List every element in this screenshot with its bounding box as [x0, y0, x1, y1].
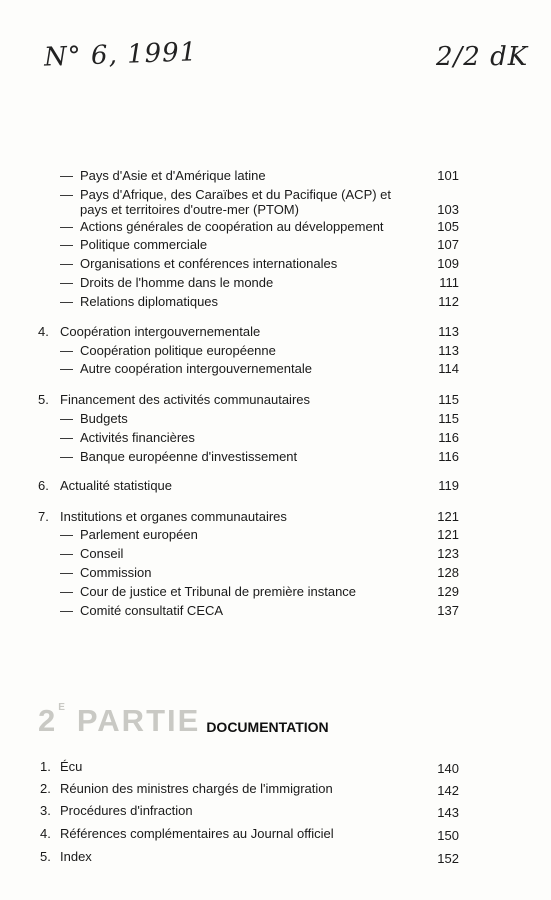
- doc-item-text: Procédures d'infraction: [60, 803, 193, 818]
- toc-item-page: 123: [437, 546, 459, 561]
- section-page: 113: [438, 324, 459, 339]
- toc-item-text: Activités financières: [80, 430, 195, 445]
- toc-item-page: 103: [437, 202, 459, 217]
- dash: —: [60, 603, 73, 618]
- handwritten-page-mark: 2/2 dK: [436, 42, 529, 72]
- dash: —: [60, 219, 73, 234]
- section-number: 5.: [38, 392, 49, 407]
- toc-item-text: Pays d'Asie et d'Amérique latine: [80, 168, 266, 183]
- doc-item-page: 142: [437, 783, 459, 798]
- toc-item-text: Organisations et conférences internationales: [80, 256, 338, 271]
- dash: —: [60, 527, 73, 542]
- section-title: Financement des activités communautaires: [60, 392, 311, 407]
- toc-item-text: Autre coopération intergouvernementale: [80, 361, 312, 376]
- dash: —: [60, 430, 73, 445]
- toc-item-page: 116: [438, 430, 459, 445]
- toc-item-text: Relations diplomatiques: [80, 294, 219, 309]
- dash: —: [60, 343, 73, 358]
- toc-item-page: 121: [437, 527, 459, 542]
- toc-item-text: Conseil: [80, 546, 124, 561]
- section-number: 7.: [38, 509, 49, 524]
- toc-item-page: 112: [438, 294, 459, 309]
- doc-item-page: 152: [437, 851, 459, 866]
- dash: —: [60, 168, 73, 183]
- doc-item-number: 1.: [40, 759, 51, 774]
- section-title: Institutions et organes communautaires: [60, 509, 287, 524]
- toc-item-text: Pays d'Afrique, des Caraïbes et du Pacifique (ACP) et pays et territoires d'outre-mer (PTOM): [80, 187, 392, 217]
- part-number: 2: [38, 703, 58, 738]
- dash: —: [60, 565, 73, 580]
- doc-item-text: Références complémentaires au Journal officiel: [60, 826, 334, 841]
- doc-item-page: 140: [437, 761, 459, 776]
- doc-item-text: Réunion des ministres chargés de l'immigration: [60, 781, 333, 796]
- section-number: 4.: [38, 324, 49, 339]
- toc-item-page: 113: [438, 343, 459, 358]
- part-label: DOCUMENTATION: [206, 719, 329, 735]
- toc-item-text: Banque européenne d'investissement: [80, 449, 298, 464]
- handwritten-issue-number: N° 6, 1991: [43, 37, 198, 73]
- section-page: 121: [437, 509, 459, 524]
- toc-item-text: Actions générales de coopération au développement: [80, 219, 384, 234]
- toc-item-text: Budgets: [80, 411, 128, 426]
- doc-item-page: 150: [437, 828, 459, 843]
- section-title: Actualité statistique: [60, 478, 173, 493]
- section-page: 119: [438, 478, 459, 493]
- part-number-superscript: E: [58, 702, 65, 713]
- doc-item-text: Écu: [60, 759, 83, 774]
- toc-item-page: 114: [438, 361, 459, 376]
- dash: —: [60, 275, 73, 290]
- toc-item-page: 109: [437, 256, 459, 271]
- toc-item-text: Cour de justice et Tribunal de première instance: [80, 584, 357, 599]
- toc-item-text: Commission: [80, 565, 152, 580]
- toc-item-page: 116: [438, 449, 459, 464]
- toc-item-page: 128: [437, 565, 459, 580]
- section-title: Coopération intergouvernementale: [60, 324, 261, 339]
- toc-item-page: 105: [437, 219, 459, 234]
- toc-item-page: 101: [437, 168, 459, 183]
- part-heading: [38, 702, 329, 736]
- toc-item-page: 137: [437, 603, 459, 618]
- section-page: 115: [438, 392, 459, 407]
- toc-item-page: 111: [439, 275, 459, 290]
- doc-item-page: 143: [437, 805, 459, 820]
- doc-item-number: 2.: [40, 781, 51, 796]
- toc-item-text: Droits de l'homme dans le monde: [80, 275, 274, 290]
- toc-item-page: 129: [437, 584, 459, 599]
- toc-item-text: Comité consultatif CECA: [80, 603, 224, 618]
- toc-item-page: 107: [437, 237, 459, 252]
- dash: —: [60, 584, 73, 599]
- dash: —: [60, 237, 73, 252]
- dash: —: [60, 256, 73, 271]
- part-word: PARTIE: [76, 703, 201, 738]
- doc-item-number: 5.: [40, 849, 51, 864]
- section-number: 6.: [38, 478, 49, 493]
- toc-item-page: 115: [438, 411, 459, 426]
- toc-item-text: Parlement européen: [80, 527, 198, 542]
- doc-item-number: 3.: [40, 803, 51, 818]
- dash: —: [60, 411, 73, 426]
- toc-item-text: Politique commerciale: [80, 237, 208, 252]
- doc-item-text: Index: [60, 849, 92, 864]
- doc-item-number: 4.: [40, 826, 51, 841]
- dash: —: [60, 187, 73, 202]
- dash: —: [60, 294, 73, 309]
- dash: —: [60, 546, 73, 561]
- dash: —: [60, 449, 73, 464]
- dash: —: [60, 361, 73, 376]
- toc-item-text: Coopération politique européenne: [80, 343, 276, 358]
